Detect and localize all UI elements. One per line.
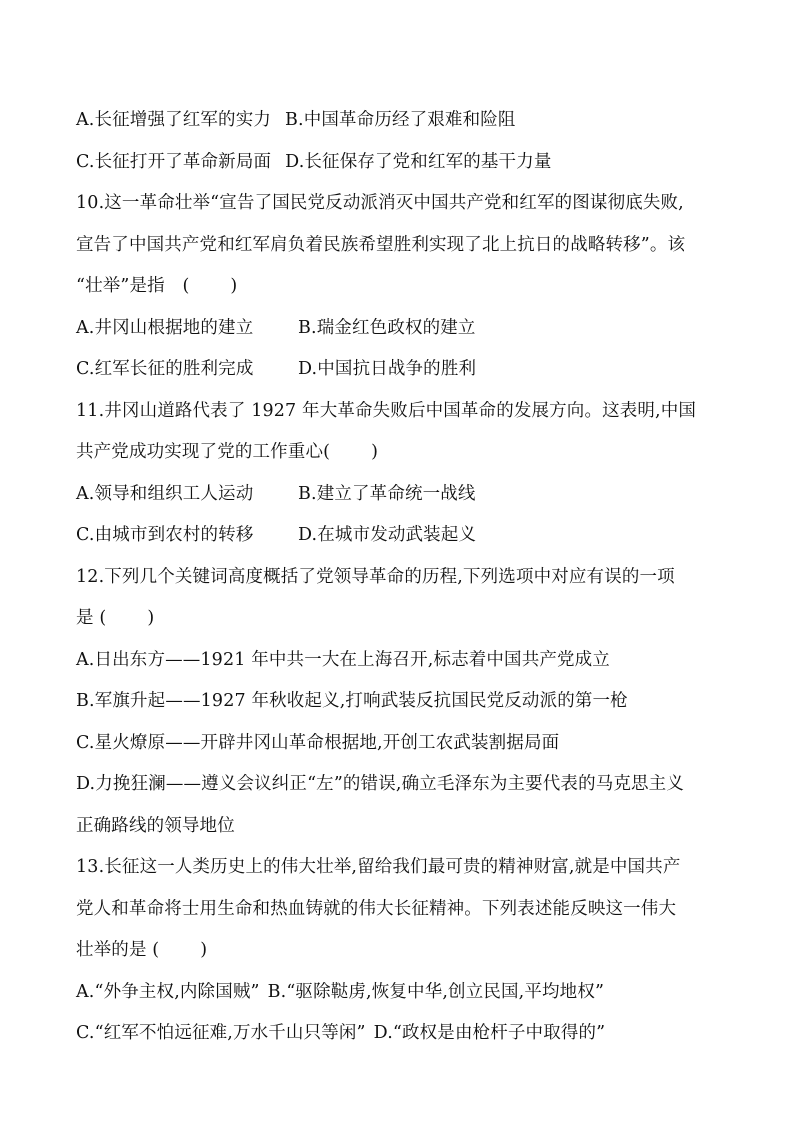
q11-stem-line-1: 11.井冈山道路代表了 1927 年大革命失败后中国革命的发展方向。这表明,中国 xyxy=(76,400,697,421)
q10-options-row-2 xyxy=(76,349,724,391)
q12-option-d: D.力挽狂澜——遵义会议纠正“左”的错误,确立毛泽东为主要代表的马克思主义 xyxy=(76,774,684,794)
q13-stem-line-2: 党人和革命将士用生命和热血铸就的伟大长征精神。下列表述能反映这一伟大 xyxy=(76,898,677,919)
q11-stem-line-2: 共产党成功实现了党的工作重心( ) xyxy=(76,442,379,462)
q12-option-d-continued: 正确路线的领导地位 xyxy=(76,815,235,836)
q12-option-b: B.军旗升起——1927 年秋收起义,打响武装反抗国民党反动派的第一枪 xyxy=(76,691,628,711)
q13-option-d: D.“政权是由枪杆子中取得的” xyxy=(373,1023,606,1043)
q11-option-a: A.领导和组织工人运动 xyxy=(76,483,254,504)
q12-stem-line-2: 是 ( ) xyxy=(76,608,155,628)
q13-option-a: A.“外争主权,内除国贼” xyxy=(76,981,260,1002)
q9-option-b: B.中国革命历经了艰难和险阻 xyxy=(285,110,516,130)
q9-option-d: D.长征保存了党和红军的基干力量 xyxy=(285,151,552,172)
q11-option-b: B.建立了革命统一战线 xyxy=(298,483,476,504)
q9-options-row-1 xyxy=(76,100,724,142)
q9-option-c: C.长征打开了革命新局面 xyxy=(76,151,272,172)
q13-stem-line-3: 壮举的是 ( ) xyxy=(76,940,208,960)
q9-option-a: A.长征增强了红军的实力 xyxy=(76,110,271,130)
q10-stem-line-1: 10.这一革命壮举“宣告了国民党反动派消灭中国共产党和红军的图谋彻底失败, xyxy=(76,193,684,213)
q12-stem-line-1: 12.下列几个关键词高度概括了党领导革命的历程,下列选项中对应有误的一项 xyxy=(76,566,675,587)
exam-page xyxy=(76,100,724,1055)
q12-option-c: C.星火燎原——开辟井冈山革命根据地,开创工农武装割据局面 xyxy=(76,732,560,753)
q12-option-a: A.日出东方——1921 年中共一大在上海召开,标志着中国共产党成立 xyxy=(76,649,610,670)
q13-option-c: C.“红军不怕远征难,万水千山只等闲” xyxy=(76,1023,366,1043)
q10-option-b: B.瑞金红色政权的建立 xyxy=(298,317,476,338)
q13-options-row-2 xyxy=(76,1013,724,1055)
q9-options-row-2 xyxy=(76,142,724,184)
q10-option-c: C.红军长征的胜利完成 xyxy=(76,359,254,379)
q13-option-b: B.“驱除鞑虏,恢复中华,创立民国,平均地权” xyxy=(267,981,605,1002)
q13-stem-line-1: 13.长征这一人类历史上的伟大壮举,留给我们最可贵的精神财富,就是中国共产 xyxy=(76,857,681,877)
q11-options-row-2 xyxy=(76,515,724,557)
q11-option-c: C.由城市到农村的转移 xyxy=(76,525,254,545)
q10-stem-line-2: 宣告了中国共产党和红军肩负着民族希望胜利实现了北上抗日的战略转移”。该 xyxy=(76,234,686,255)
q10-options-row-1 xyxy=(76,308,724,350)
q11-options-row-1 xyxy=(76,474,724,516)
q10-option-d: D.中国抗日战争的胜利 xyxy=(298,359,477,379)
q11-option-d: D.在城市发动武装起义 xyxy=(298,525,477,545)
q13-options-row-1 xyxy=(76,972,724,1014)
q10-option-a: A.井冈山根据地的建立 xyxy=(76,317,254,338)
q10-stem-line-3: “壮举”是指 ( ) xyxy=(76,276,238,296)
